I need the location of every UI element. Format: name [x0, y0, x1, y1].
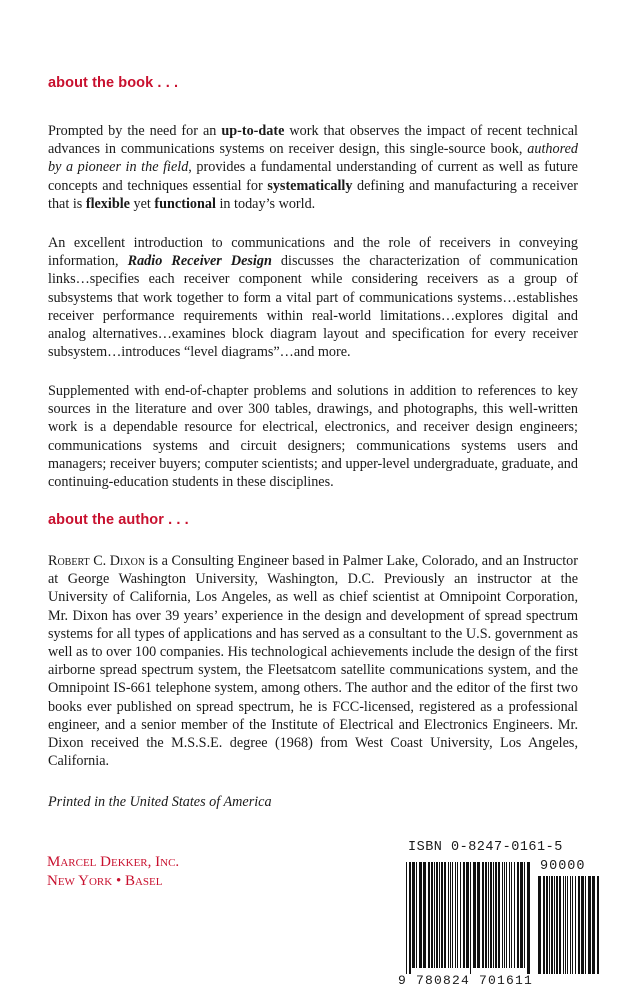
barcode-bar: [466, 862, 469, 968]
barcode-bar: [554, 876, 555, 974]
barcode-bar: [439, 862, 440, 968]
barcode-bar: [463, 862, 465, 968]
author-bio: is a Consulting Engineer based in Palmer Lake, Colorado, and an Instructor at George Washington University, Washington, D.C. Previously an instructor at the University of California, Los Angeles, as well as chief scientist at Omnipoint Corporation, Mr. Dixon has over 39 years’ experience in the design and development of spread spectrum systems for all types of applications and has served as a consultant to the U.S. government as well as to over 100 companies. His technological achievements include the design of the first airborne spread spectrum system, the Fleetsatcom satellite communications system, and the Omnipoint IS-661 telephone system, among others. The author and the editor of the first two books ever published on spread spectrum, he is FCC-licensed, registered as a professional engineer, and a senior member of the Institute of Electrical and Electronics Engineers. Mr. Dixon received the M.S.S.E. degree (1968) from West Coast University, Los Angeles, California.: [48, 553, 578, 770]
barcode-bar: [549, 876, 550, 974]
barcode-bar: [428, 862, 430, 968]
barcode-bar: [511, 862, 512, 968]
barcode-bar: [498, 862, 500, 968]
barcode-bar: [592, 876, 595, 974]
barcode-bar: [493, 862, 494, 968]
text-run: Prompted by the need for an: [48, 123, 222, 139]
barcode-bar: [538, 876, 541, 974]
barcode-bar: [565, 876, 566, 974]
emphasis-pioneer: authored by a pioneer in the field: [48, 141, 578, 176]
barcode-bar: [504, 862, 505, 968]
barcode-bar: [412, 862, 415, 968]
about-book-paragraph-2: [48, 234, 578, 361]
barcode-bar: [460, 862, 461, 968]
text-run: work that observes the impact of recent technical advances in communications systems on receiver design, this single-source book,: [48, 123, 579, 158]
barcode-bar: [578, 876, 580, 974]
barcode-bar: [527, 862, 530, 974]
text-run: discusses the characterization of communication links…specifies each receiver component while considering receivers as a group of subsystems that work together to form a vital part of communications systems…establishes receiver performance requirements within real-world limitations…explores digital and analog alternatives…examines block diagram layout and specification for every receiver subsystem…introduces “level diagrams”…and more.: [48, 253, 578, 361]
barcode-bar: [416, 862, 417, 968]
author-name: Robert C. Dixon: [48, 553, 146, 569]
barcode-bar: [585, 876, 586, 974]
isbn-barcode: [398, 840, 602, 988]
text-run: An excellent introduction to communications and the role of receivers in conveying information,: [48, 235, 578, 270]
barcode-bar: [543, 876, 545, 974]
barcode-bar: [524, 862, 525, 968]
text-run: defining and manufacturing a receiver that is: [48, 177, 579, 212]
publisher-city-new-york: New York: [47, 873, 113, 889]
emphasis-functional: functional: [154, 195, 216, 212]
barcode-bar: [588, 876, 591, 974]
price-code: 90000: [540, 859, 586, 874]
barcode-bar: [495, 862, 497, 968]
text-run: yet: [129, 195, 155, 212]
barcode-bar: [575, 876, 576, 974]
publisher-name: Marcel Dekker, Inc.: [47, 854, 180, 870]
book-title: Radio Receiver Design: [127, 253, 272, 270]
barcode-bar: [409, 862, 411, 974]
barcode-bar: [485, 862, 487, 968]
barcode-bar: [506, 862, 507, 968]
emphasis-systematically: systematically: [267, 177, 353, 194]
emphasis-flexible: flexible: [85, 195, 130, 212]
barcode-bar: [502, 862, 503, 968]
barcode-bar: [470, 862, 471, 974]
barcode-bar: [559, 876, 561, 974]
about-author-heading: about the author . . .: [48, 512, 189, 528]
barcode-bar: [423, 862, 426, 968]
printed-in-usa: Printed in the United States of America: [48, 794, 272, 810]
barcode-bar: [473, 862, 476, 968]
publisher-block: [47, 853, 179, 891]
barcode-bar: [434, 862, 435, 968]
ean-digits: 9 780824 701611: [398, 973, 534, 988]
about-book-heading: about the book . . .: [48, 75, 179, 91]
text-run: in today’s world.: [215, 195, 316, 212]
barcode-bar: [436, 862, 438, 968]
barcode-bar: [581, 876, 584, 974]
barcode-bar: [551, 876, 553, 974]
barcode-bar: [520, 862, 523, 968]
barcode-bar: [556, 876, 558, 974]
publisher-city-basel: Basel: [124, 873, 163, 889]
barcode-bar: [455, 862, 456, 968]
barcode-bar: [514, 862, 515, 968]
barcode-bar: [572, 876, 573, 974]
barcode-bar: [441, 862, 443, 968]
text-run: , provides a fundamental understanding of current as well as future concepts and techniques essential for: [48, 159, 578, 194]
barcode-bar: [457, 862, 458, 968]
barcode-bar: [444, 862, 446, 968]
barcode-bar: [450, 862, 451, 968]
isbn-number: ISBN 0-8247-0161-5: [408, 840, 563, 855]
publisher-cities: [47, 872, 179, 891]
barcode-bar: [570, 876, 571, 974]
barcode-bar: [597, 876, 599, 974]
barcode-bar: [488, 862, 489, 968]
emphasis-up-to-date: up-to-date: [221, 123, 285, 139]
bullet-separator: •: [115, 873, 122, 889]
about-book-paragraph-3: Supplemented with end-of-chapter problems and solutions in addition to references to key sources in the literature and over 300 tables, drawings, and photographs, this well-written work is a dependable resource for electrical, electronics, and receiver design engineers; communications systems and circuit designers; communications systems users and managers; receiver buyers; computer scientists; and upper-level undergraduate, graduate, and continuing-education students in these disciplines.: [48, 383, 578, 491]
barcode-bar: [567, 876, 568, 974]
barcode-bar: [490, 862, 492, 968]
barcode-bar: [419, 862, 422, 968]
barcode-bar: [477, 862, 480, 968]
about-book-paragraph-1: [48, 122, 578, 213]
barcode-bar: [431, 862, 433, 968]
barcode-bar: [509, 862, 510, 968]
barcode-bar: [482, 862, 484, 968]
about-author-paragraph: [48, 552, 578, 770]
barcode-bar: [448, 862, 449, 968]
barcode-bar: [517, 862, 519, 968]
barcode-bar: [452, 862, 453, 968]
barcode-bars: [398, 840, 602, 988]
barcode-bar: [563, 876, 564, 974]
barcode-bar: [406, 862, 407, 974]
barcode-bar: [546, 876, 548, 974]
